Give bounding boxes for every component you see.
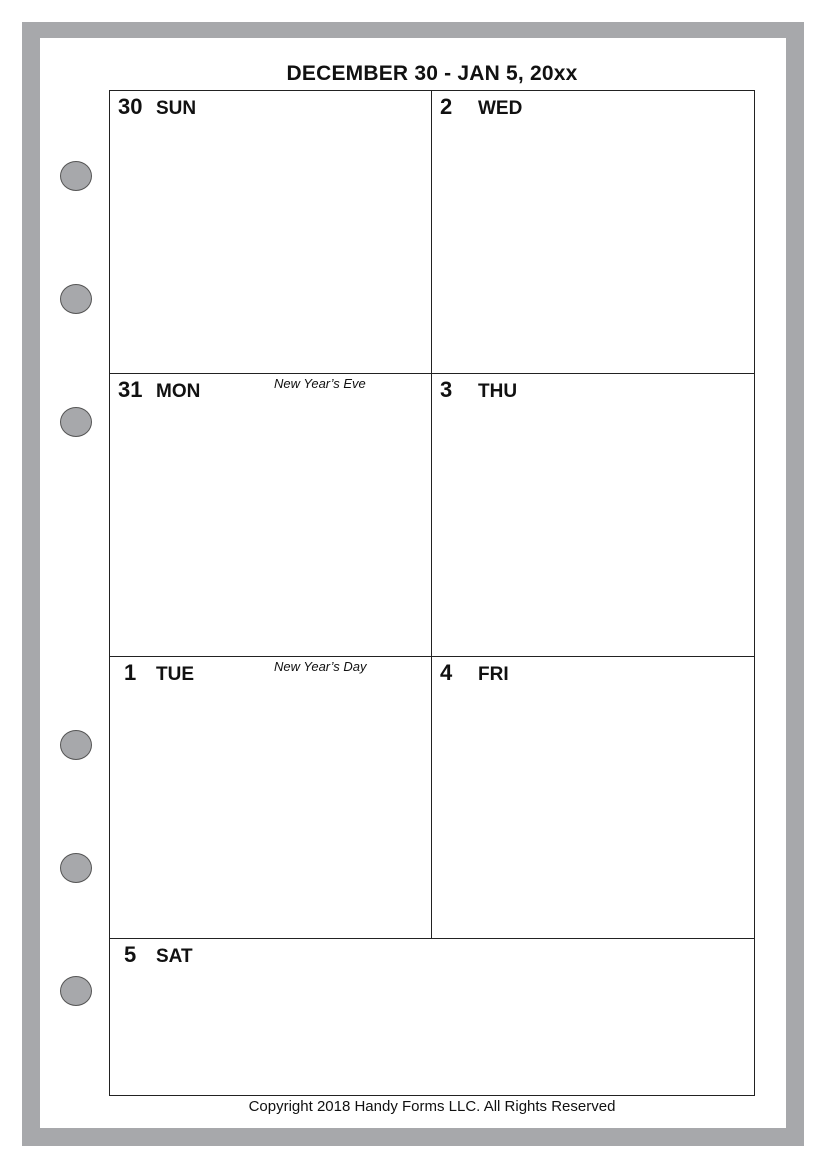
day-cell-fri[interactable]	[432, 657, 754, 939]
day-name: SUN	[156, 98, 197, 119]
day-name: MON	[156, 381, 201, 402]
day-name: FRI	[478, 664, 509, 685]
holiday-note: New Year’s Eve	[274, 376, 366, 391]
copyright-footer: Copyright 2018 Handy Forms LLC. All Rights Reserved	[248, 1098, 616, 1115]
day-name: SAT	[156, 946, 193, 967]
week-grid	[109, 90, 755, 1096]
day-cell-wed[interactable]	[432, 91, 754, 374]
day-cell-tue[interactable]	[110, 657, 432, 939]
day-number: 30	[118, 94, 143, 119]
day-name: WED	[478, 98, 523, 119]
day-number: 1	[124, 660, 137, 685]
binder-hole	[60, 853, 92, 883]
day-number: 2	[440, 94, 453, 119]
day-cell-mon[interactable]	[110, 374, 432, 657]
week-title: DECEMBER 30 - JAN 5, 20xx	[286, 62, 578, 85]
holiday-note: New Year’s Day	[274, 659, 367, 674]
day-number: 3	[440, 377, 453, 402]
binder-hole	[60, 976, 92, 1006]
binder-hole	[60, 161, 92, 191]
day-cell-thu[interactable]	[432, 374, 754, 657]
binder-hole	[60, 730, 92, 760]
day-cell-sun[interactable]	[110, 91, 432, 374]
day-cell-sat[interactable]	[110, 939, 754, 1094]
day-number: 5	[124, 942, 137, 967]
binder-hole	[60, 407, 92, 437]
day-number: 4	[440, 660, 453, 685]
day-name: TUE	[156, 664, 194, 685]
binder-hole	[60, 284, 92, 314]
day-number: 31	[118, 377, 143, 402]
day-name: THU	[478, 381, 518, 402]
